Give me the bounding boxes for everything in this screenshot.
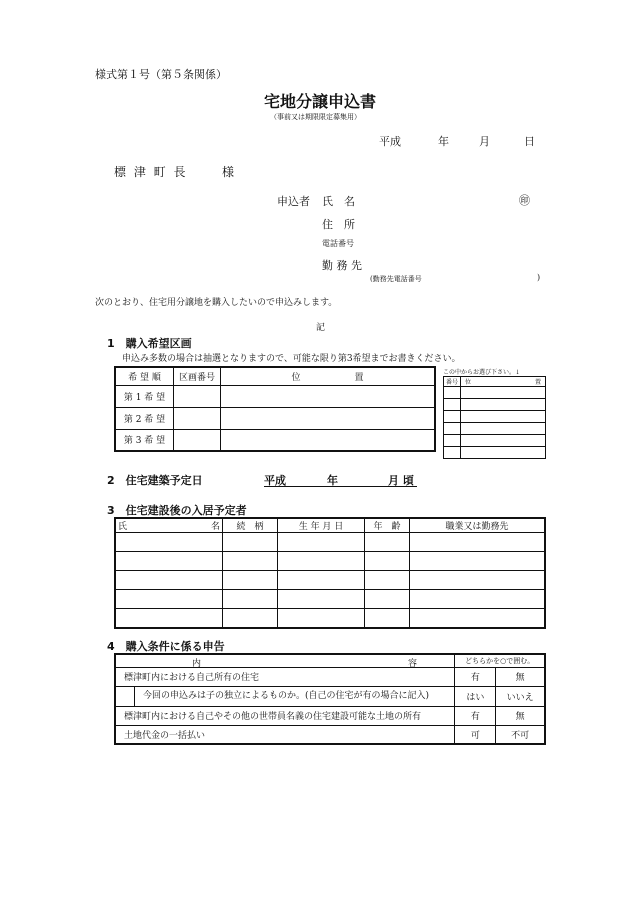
section4-heading: 4 購入条件に係る申告 [107,640,225,653]
condition-2-option-b[interactable]: いいえ [496,686,545,706]
conditions-table [114,653,546,745]
table-row [115,429,435,451]
pref-1-label: 第 1 希 望 [115,385,174,407]
resident-cell[interactable] [223,609,278,628]
ki-mark: 記 [316,323,326,333]
list-item [444,399,546,411]
header-birth: 生 年 月 日 [278,518,365,533]
lot-list-header-pos-r: 置 [534,379,541,386]
build-month: 月 頃 [388,474,414,487]
resident-cell[interactable] [223,571,278,590]
resident-cell[interactable] [365,590,410,609]
header-position: 位 置 [221,367,436,385]
lot-list-table [443,376,546,459]
pref-2-label: 第 2 希 望 [115,407,174,429]
seal-mark: ㊞ [519,194,530,207]
page-title: 宅地分譲申込書 [264,92,377,111]
addressee-name: 標 津 町 長 [114,165,188,179]
resident-cell[interactable] [278,533,365,552]
condition-3-option-b[interactable]: 無 [496,706,545,725]
table-row [115,385,435,407]
list-item [444,423,546,435]
resident-cell[interactable] [365,571,410,590]
resident-cell[interactable] [365,552,410,571]
condition-4-text: 土地代金の一括払い [115,725,455,744]
lot-list-header-num: 番号 [444,377,461,387]
resident-cell[interactable] [115,571,223,590]
header-name-l: 氏 [118,522,128,532]
pref-3-lot[interactable] [174,429,221,451]
intro-text: 次のとおり、住宅用分譲地を購入したいので申込みします。 [95,298,338,308]
resident-cell[interactable] [278,552,365,571]
condition-1-option-b[interactable]: 無 [496,667,545,686]
table-row [115,667,545,686]
applicant-phone-label: 電話番号 [322,239,354,248]
header-name-r: 名 [210,522,220,532]
section1-heading: 1 購入希望区画 [107,337,192,350]
form-number: 様式第１号（第５条関係） [95,68,227,81]
resident-cell[interactable] [115,552,223,571]
resident-cell[interactable] [410,552,546,571]
resident-cell[interactable] [410,571,546,590]
applicant-name-label: 氏 名 [322,195,355,208]
resident-cell[interactable] [365,609,410,628]
header-content-r: 容 [408,659,418,669]
resident-cell[interactable] [115,609,223,628]
condition-3-text: 標津町内における自己やその他の世帯員名義の住宅建設可能な土地の所有 [115,706,455,725]
resident-cell[interactable] [115,533,223,552]
condition-2-text: 今回の申込みは子の独立によるものか。(自己の住宅が有の場合に記入) [134,687,454,706]
date-year: 年 [438,135,449,148]
preference-table [114,366,436,452]
pref-3-position[interactable] [221,429,436,451]
header-age: 年 齢 [365,518,410,533]
condition-1-text: 標津町内における自己所有の住宅 [115,667,455,686]
table-row [115,552,545,571]
work-phone-close: ) [537,273,541,282]
date-month: 月 [479,135,490,148]
section3-heading: 3 住宅建設後の入居予定者 [107,504,247,517]
pref-2-lot[interactable] [174,407,221,429]
date-day: 日 [524,135,535,148]
header-content-l: 内 [192,659,202,669]
resident-cell[interactable] [278,571,365,590]
resident-cell[interactable] [278,590,365,609]
table-row [115,407,435,429]
resident-cell[interactable] [223,533,278,552]
resident-cell[interactable] [365,533,410,552]
build-era: 平成 [264,474,286,487]
residents-table [114,517,546,629]
list-item [444,387,546,399]
header-relation: 続 柄 [223,518,278,533]
condition-3-option-a[interactable]: 有 [455,706,496,725]
applicant-address-label: 住 所 [322,218,355,231]
lot-list-header-pos [461,377,546,387]
header-content [115,654,455,667]
condition-2-option-a[interactable]: はい [455,686,496,706]
applicant-work-label: 勤 務 先 [322,259,362,272]
resident-cell[interactable] [115,590,223,609]
lot-list-header-pos-l: 位 [465,379,472,386]
header-order: 希 望 順 [115,367,174,385]
list-item [444,435,546,447]
pref-2-position[interactable] [221,407,436,429]
resident-cell[interactable] [278,609,365,628]
table-row [115,725,545,744]
side-caption: この中からお選び下さい。↓ [443,369,521,376]
section2-heading: 2 住宅建築予定日 [107,474,203,487]
list-item [444,447,546,459]
header-resident-name [115,518,223,533]
pref-1-position[interactable] [221,385,436,407]
build-year: 年 [327,474,338,487]
list-item [444,411,546,423]
table-row [115,533,545,552]
condition-2-cell [115,686,455,706]
table-row [115,571,545,590]
resident-cell[interactable] [410,609,546,628]
condition-4-option-a[interactable]: 可 [455,725,496,744]
resident-cell[interactable] [410,533,546,552]
header-lot: 区画番号 [174,367,221,385]
section1-note: 申込み多数の場合は抽選となりますので、可能な限り第3希望までお書きください。 [122,354,461,364]
addressee-suffix: 様 [222,165,235,179]
resident-cell[interactable] [223,590,278,609]
work-phone-label: (勤務先電話番号 [370,275,422,283]
header-job: 職業又は勤務先 [410,518,546,533]
table-row [115,706,545,725]
table-row [115,609,545,628]
condition-4-option-b[interactable]: 不可 [496,725,545,744]
build-date-field[interactable] [264,472,417,487]
header-choice: どちらかを○で囲む。 [455,654,545,667]
applicant-label: 申込者 [277,195,310,208]
condition-1-option-a[interactable]: 有 [455,667,496,686]
table-row [115,686,545,706]
resident-cell[interactable] [223,552,278,571]
resident-cell[interactable] [410,590,546,609]
page-subtitle: （事前又は期限限定募集用） [270,113,361,121]
table-row [115,590,545,609]
pref-3-label: 第 3 希 望 [115,429,174,451]
pref-1-lot[interactable] [174,385,221,407]
date-era: 平成 [379,135,401,148]
